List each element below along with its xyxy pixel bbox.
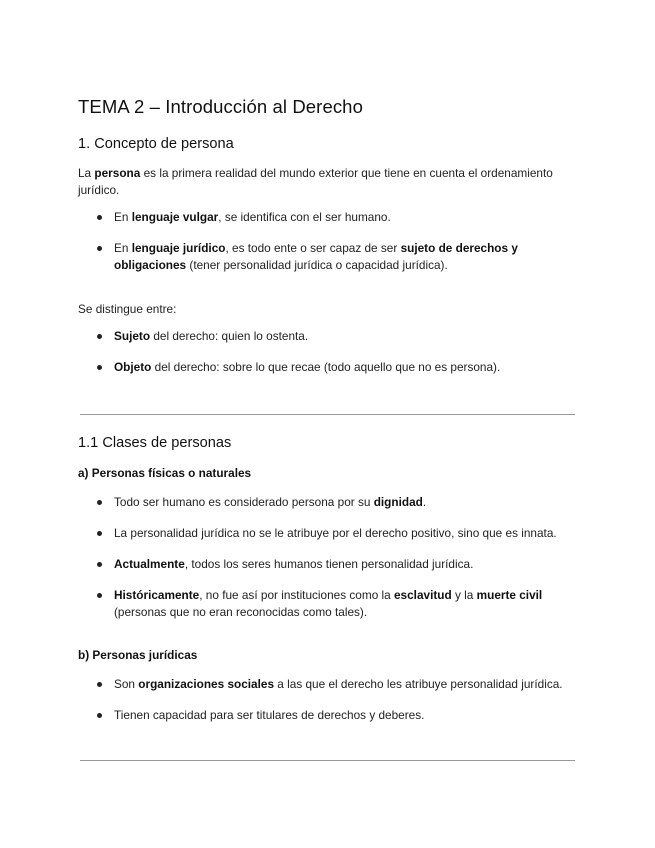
bullet-icon — [97, 682, 102, 687]
text-span: (personas que no eran reconocidas como tales). — [114, 604, 368, 619]
text-span: Son — [114, 677, 139, 691]
list-item — [97, 359, 567, 376]
list-item — [97, 209, 567, 226]
bold-term: Históricamente — [114, 588, 200, 602]
text-span: Todo ser humano es considerado persona por su — [114, 495, 374, 509]
bullet-icon — [97, 500, 102, 505]
bold-term: esclavitud — [394, 588, 452, 602]
text-span: del derecho: sobre lo que recae (todo aquello que no es persona). — [151, 360, 501, 374]
section-heading-clases: 1.1 Clases de personas — [78, 435, 232, 451]
bold-term: muerte civil — [476, 588, 543, 602]
distinguish-paragraph: Se distingue entre: — [78, 302, 177, 316]
bold-term: Sujeto — [114, 329, 151, 343]
bullet-icon — [97, 713, 102, 718]
text-span: Tienen capacidad para ser titulares de derechos y deberes. — [114, 708, 425, 722]
bullet-icon — [97, 531, 102, 536]
text-span: del derecho: quien lo ostenta. — [150, 329, 309, 343]
text-span: es la primera realidad del mundo exterior que tiene en cuenta el ordenamiento jurídico. — [78, 166, 553, 197]
intro-paragraph — [78, 165, 578, 198]
text-span: En — [114, 210, 132, 224]
subsection-heading-juridicas: b) Personas jurídicas — [78, 648, 198, 662]
horizontal-divider — [80, 414, 575, 415]
text-span: , no fue así por instituciones como la — [199, 588, 394, 602]
list-item — [97, 525, 567, 542]
bullet-icon — [97, 562, 102, 567]
text-span: La personalidad jurídica no se le atribuye por el derecho positivo, sino que es innata. — [114, 526, 557, 540]
text-span: . — [422, 495, 427, 509]
bold-term: dignidad — [373, 495, 423, 509]
list-item — [97, 707, 567, 724]
text-span: (tener personalidad jurídica o capacidad jurídica). — [186, 257, 448, 272]
list-item — [97, 556, 567, 573]
subsection-heading-fisicas: a) Personas físicas o naturales — [78, 466, 252, 480]
bold-term: lenguaje vulgar — [131, 210, 219, 224]
bullet-icon — [97, 246, 102, 251]
bullet-icon — [97, 215, 102, 220]
section-heading-concepto: 1. Concepto de persona — [78, 136, 234, 152]
bold-term: lenguaje jurídico — [131, 241, 226, 255]
list-item — [97, 494, 567, 511]
bold-term: Actualmente — [114, 557, 185, 571]
bold-term: sujeto de derechos y obligaciones — [114, 241, 518, 272]
text-span: , todos los seres humanos tienen personalidad jurídica. — [184, 557, 474, 571]
list-item — [97, 676, 567, 693]
text-span: , se identifica con el ser humano. — [218, 210, 391, 224]
page-title: TEMA 2 – Introducción al Derecho — [78, 96, 363, 117]
list-item — [97, 587, 567, 620]
bullet-icon — [97, 365, 102, 370]
horizontal-divider — [80, 760, 575, 761]
list-item — [97, 240, 567, 273]
bold-term: organizaciones sociales — [138, 677, 275, 691]
text-span: a las que el derecho les atribuye personalidad jurídica. — [274, 677, 563, 691]
list-item — [97, 328, 567, 345]
text-span: La — [78, 166, 95, 180]
bold-term: Objeto — [114, 360, 152, 374]
bullet-icon — [97, 334, 102, 339]
bold-term: persona — [94, 166, 141, 180]
text-span: y la — [451, 588, 477, 602]
bullet-icon — [97, 593, 102, 598]
text-span: En — [114, 241, 132, 255]
text-span: , es todo ente o ser capaz de ser — [225, 241, 401, 255]
